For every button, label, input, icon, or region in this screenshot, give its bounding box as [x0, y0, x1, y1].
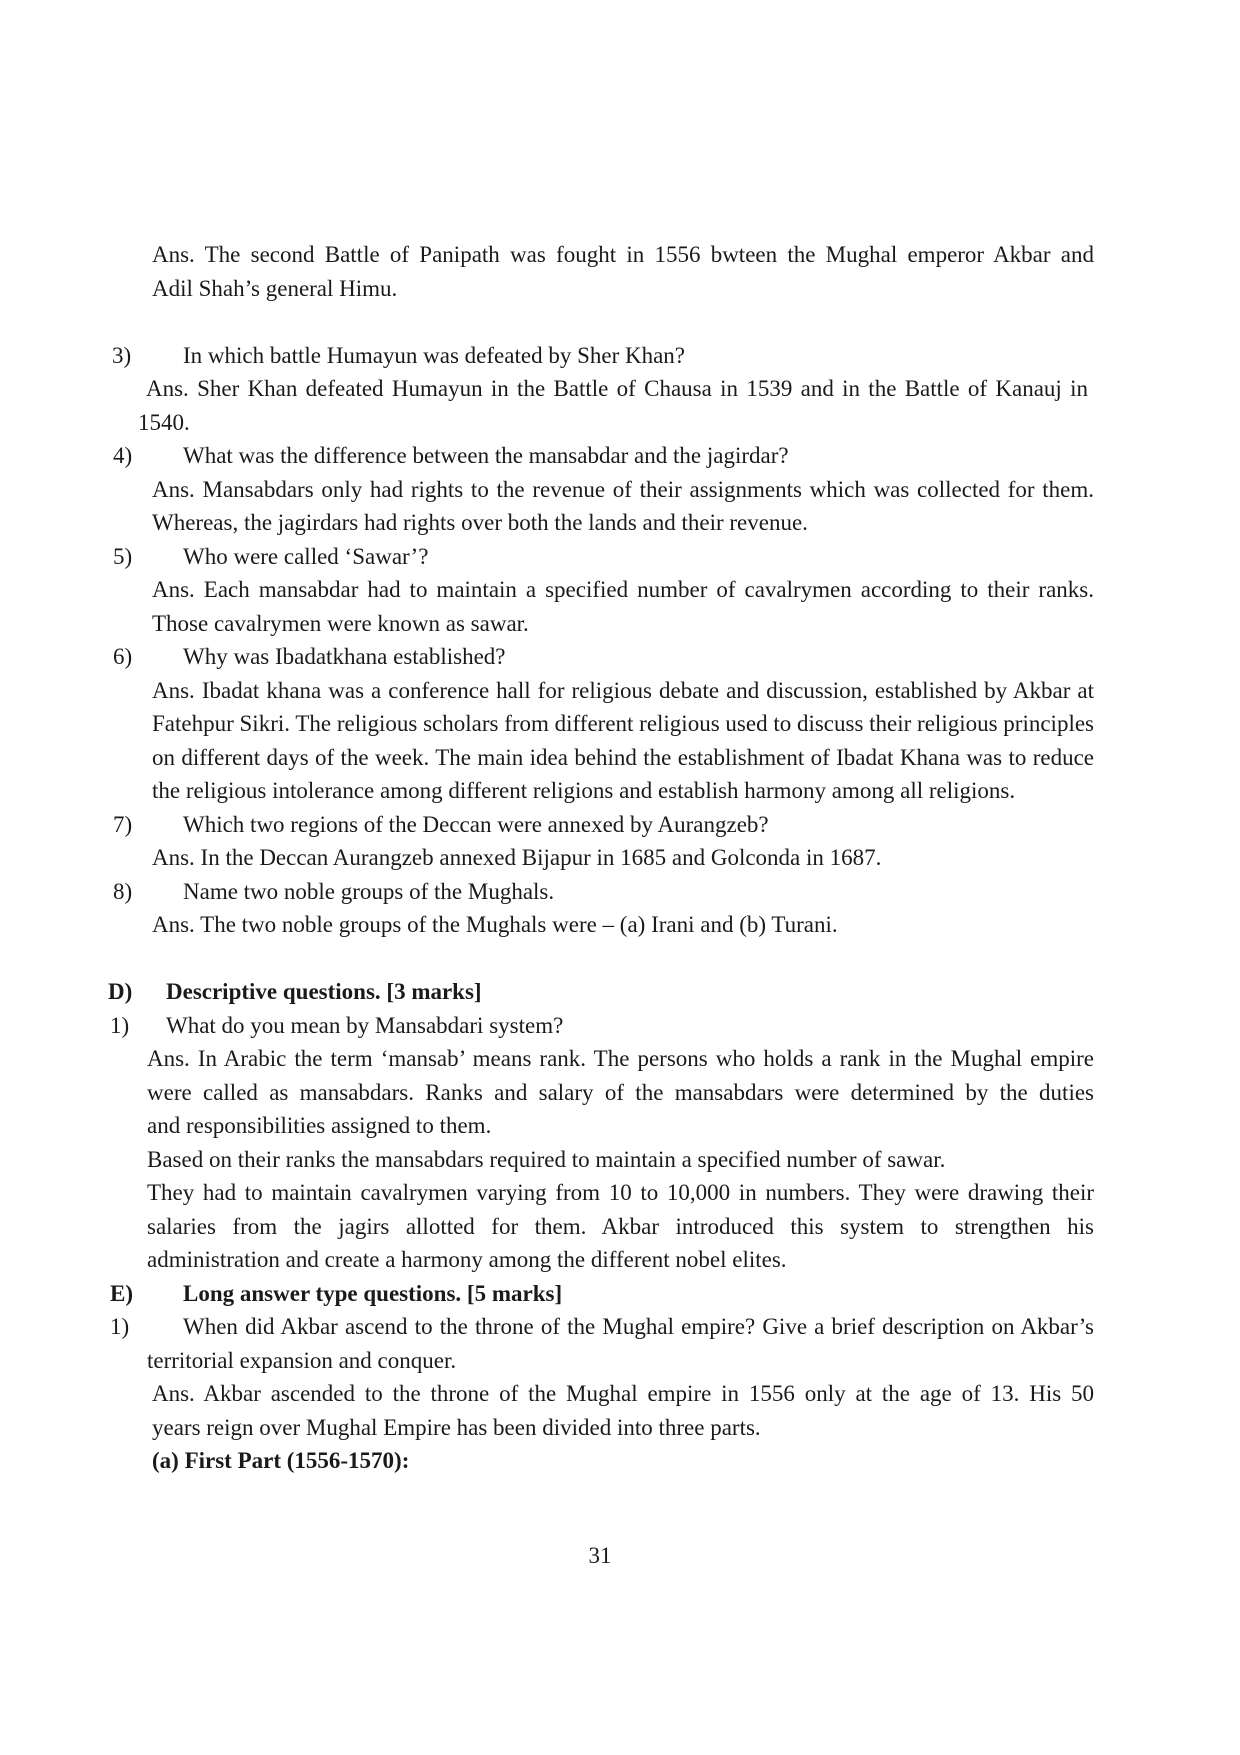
answer-line: [0, 506, 1240, 540]
answer-text: the religious intolerance among different religions and establish harmony among all religions.: [152, 778, 1016, 803]
question-text: Which two regions of the Deccan were annexed by Aurangzeb?: [183, 811, 769, 837]
question-line: [0, 808, 1240, 842]
answer-text: Ans. Sher Khan defeated Humayun in the Battle of Chausa in 1539 and in the Battle of Kanauj in: [146, 376, 1088, 401]
question-number: 7): [113, 811, 133, 837]
question-number: 3): [112, 342, 132, 368]
answer-line: [0, 1109, 1240, 1143]
answer-line: [0, 674, 1240, 708]
answer-text: Ans. In the Deccan Aurangzeb annexed Bijapur in 1685 and Golconda in 1687.: [152, 845, 882, 870]
question-text: In which battle Humayun was defeated by Sher Khan?: [183, 342, 686, 368]
answer-text: administration and create a harmony among the different nobel elites.: [147, 1247, 787, 1272]
question-line: [0, 640, 1240, 674]
question-line: [0, 1310, 1240, 1344]
answer-line: [0, 372, 1240, 406]
spacer: [0, 305, 1240, 339]
page-content: [0, 238, 1240, 1478]
question-line: [0, 1344, 1240, 1378]
answer-text: Ans. The two noble groups of the Mughals were – (a) Irani and (b) Turani.: [152, 912, 838, 937]
section-heading-line: [0, 1277, 1240, 1311]
answer-text: Ans. In Arabic the term ‘mansab’ means rank. The persons who holds a rank in the Mughal empire: [147, 1046, 1094, 1071]
answer-line: [0, 1076, 1240, 1110]
answer-line: [0, 774, 1240, 808]
section-letter: E): [110, 1280, 133, 1306]
answer-text: 1540.: [138, 409, 190, 435]
answer-text: Whereas, the jagirdars had rights over both the lands and their revenue.: [152, 510, 808, 535]
answer-line: [0, 1042, 1240, 1076]
section-heading: Descriptive questions. [3 marks]: [166, 979, 482, 1004]
answer-text: and responsibilities assigned to them.: [147, 1113, 492, 1138]
section-letter: D): [108, 979, 133, 1004]
question-text: Who were called ‘Sawar’?: [183, 543, 429, 569]
answer-text: They had to maintain cavalrymen varying from 10 to 10,000 in numbers. They were drawing their: [147, 1180, 1094, 1205]
answer-text: on different days of the week. The main idea behind the establishment of Ibadat Khana was to reduce: [152, 744, 1094, 770]
answer-text: years reign over Mughal Empire has been divided into three parts.: [152, 1414, 761, 1440]
answer-text: Those cavalrymen were known as sawar.: [152, 610, 529, 636]
question-line: [0, 339, 1240, 373]
answer-text: Ans. The second Battle of Panipath was fought in 1556 bwteen the Mughal emperor Akbar and: [152, 242, 1094, 267]
answer-line: [0, 406, 1240, 440]
question-number: 5): [113, 543, 133, 569]
question-text: territorial expansion and conquer.: [147, 1347, 457, 1373]
answer-line: [0, 707, 1240, 741]
question-text: Name two noble groups of the Mughals.: [183, 878, 555, 904]
answer-line: [0, 1243, 1240, 1277]
section-heading: Long answer type questions. [5 marks]: [183, 1280, 563, 1306]
question-number: 1): [110, 1314, 130, 1339]
question-text: When did Akbar ascend to the throne of the Mughal empire? Give a brief description on Akbar’s: [183, 1314, 1094, 1339]
subheading: (a) First Part (1556-1570):: [152, 1448, 410, 1473]
answer-line: [0, 741, 1240, 775]
answer-line: [0, 908, 1240, 942]
answer-line: [0, 1377, 1240, 1411]
answer-line: [0, 607, 1240, 641]
question-line: [0, 540, 1240, 574]
question-line: [0, 1009, 1240, 1043]
answer-line: [0, 1176, 1240, 1210]
page-number: 31: [588, 1543, 612, 1568]
answer-text: Fatehpur Sikri. The religious scholars from different religious used to discuss their religious principles: [152, 711, 1094, 736]
spacer: [0, 942, 1240, 976]
question-text: What do you mean by Mansabdari system?: [166, 1012, 564, 1038]
answer-text: salaries from the jagirs allotted for them. Akbar introduced this system to strengthen his: [147, 1213, 1094, 1239]
answer-text: Ans. Mansabdars only had rights to the revenue of their assignments which was collected for them.: [152, 476, 1094, 502]
answer-text: Adil Shah’s general Himu.: [152, 275, 398, 301]
question-number: 4): [113, 443, 133, 468]
answer-line: [0, 1143, 1240, 1177]
answer-text: were called as mansabdars. Ranks and salary of the mansabdars were determined by the duties: [147, 1079, 1094, 1105]
section-heading-line: [0, 975, 1240, 1009]
answer-line: [0, 573, 1240, 607]
question-line: [0, 439, 1240, 473]
answer-line: [0, 272, 1240, 306]
answer-line: [0, 1210, 1240, 1244]
answer-text: Ans. Ibadat khana was a conference hall for religious debate and discussion, established by Akbar at: [152, 677, 1094, 703]
answer-text: Ans. Each mansabdar had to maintain a specified number of cavalrymen according to their ranks.: [152, 577, 1094, 602]
answer-line: [0, 841, 1240, 875]
question-number: 6): [113, 644, 133, 669]
question-text: Why was Ibadatkhana established?: [183, 644, 506, 669]
answer-line: [0, 238, 1240, 272]
answer-line: [0, 1411, 1240, 1445]
question-line: [0, 875, 1240, 909]
answer-line: [0, 473, 1240, 507]
question-number: 8): [113, 878, 133, 904]
subheading-line: [0, 1444, 1240, 1478]
answer-text: Ans. Akbar ascended to the throne of the Mughal empire in 1556 only at the age of 13. His 50: [152, 1381, 1094, 1406]
question-number: 1): [110, 1012, 130, 1038]
answer-text: Based on their ranks the mansabdars required to maintain a specified number of sawar.: [147, 1146, 946, 1172]
question-text: What was the difference between the mansabdar and the jagirdar?: [183, 443, 789, 468]
